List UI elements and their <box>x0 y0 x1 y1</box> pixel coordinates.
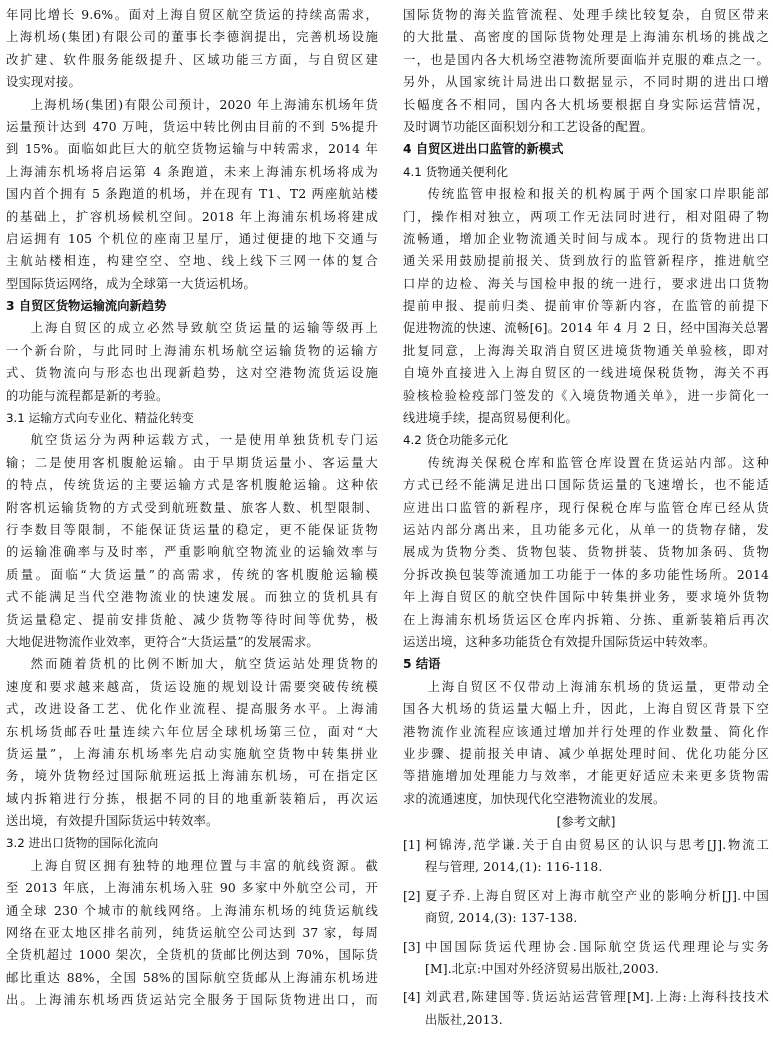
body-text-line: 分拆改换包装等流通加工功能于一体的多功能性场所。2014 <box>403 567 769 582</box>
reference-number: [2] <box>403 888 421 903</box>
body-text-line: 展成为货物分类、货物包装、货物拼装、货物加条码、货物 <box>403 545 769 560</box>
body-text-line: 大地促进物流作业效率，更符合“大货运量”的发展需求。 <box>6 634 319 649</box>
body-text-line: 及时调节功能区面积划分和工艺设备的配置。 <box>403 119 653 134</box>
reference-item <box>403 885 769 930</box>
body-text-line: 的大批量、高密度的国际货物处理是上海浦东机场的挑战之 <box>403 30 769 45</box>
body-text-line: 速度和要求越来越高，货运设施的规划设计需要突破传统模 <box>6 679 378 694</box>
body-text-line: 行李数目等限制，不能保证货运量的稳定，更不能保证货物 <box>6 522 378 537</box>
reference-text-line: 商贸, 2014,(3): 137-138. <box>425 911 578 926</box>
body-text-line: 附客机运输货物的方式受到航班数量、旅客人数、机型限制、 <box>6 500 378 515</box>
body-text-line: 长幅度各不相同，国内各大机场要根据自身实际运营情况， <box>403 97 769 112</box>
body-text-line: 域内拆箱进行分拣，根据不同的目的地重新装箱后，再次运 <box>6 791 378 806</box>
body-text-line: 运站内部分离出来，且功能多元化，从单一的货物存储，发 <box>403 522 769 537</box>
body-text-line: 验核检验检疫部门签发的《入境货物通关单》，进一步简化一 <box>403 388 769 403</box>
body-text-line: 流畅通，增加企业物流通关时间与成本。现行的货物进出口 <box>403 231 769 246</box>
body-text-line: 促进物流的快速、流畅[6]。2014 年 4 月 2 日，经中国海关总署 <box>403 321 769 336</box>
body-text-line: 通全球 230 个城市的航线网络。上海浦东机场的纯货运航线 <box>6 903 378 918</box>
body-text-line: 另外，从国家统计局进出口数据显示，不同时期的进出口增 <box>403 75 769 90</box>
body-text-line: 上海机场(集团)有限公司的董事长李德润提出，完善机场设施 <box>6 30 378 45</box>
body-text-line: 东机场货邮吞吐量连续六年位居全球机场第三位，面对“大 <box>6 724 378 739</box>
body-text-line: 应进出口监管的新程序，现行保税仓库与监管仓库已经从货 <box>403 500 769 515</box>
body-text-line: 上海自贸区的成立必然导致航空货运量的运输等级再上 <box>30 321 378 336</box>
body-text-line: 航空货运分为两种运载方式，一是使用单独货机专门运 <box>30 433 378 448</box>
references-list <box>403 834 769 1031</box>
body-text-line: 业步骤、提前报关申请、减少单据处理时间、优化功能分区 <box>403 746 769 761</box>
body-text-line: 运量预计达到 470 万吨，货运中转比例由目前的不到 5%提升 <box>6 119 378 134</box>
reference-item <box>403 936 769 981</box>
body-text-line: 的基础上，扩容机场候机空间。2018 年上海浦东机场将建成 <box>6 209 378 224</box>
body-text-line: 门，操作相对独立，两项工作无法同时进行，相对阻碍了物 <box>403 209 769 224</box>
body-text-line: 式，改进设备工艺、优化作业流程、提高服务水平。上海浦 <box>6 702 378 717</box>
body-text-line: 一个新台阶，与此同时上海浦东机场航空运输货物的运输方 <box>6 343 378 358</box>
reference-number: [4] <box>403 990 421 1005</box>
body-text-line: 然而随着货机的比例不断加大，航空货运站处理货物的 <box>30 657 378 672</box>
body-text-line: 的运输准确率与及时率，严重影响航空物流业的运输效率与 <box>6 545 378 560</box>
body-text-line: 送出境，有效提升国际货运中转效率。 <box>6 814 219 829</box>
body-text-line: 输；二是使用客机腹舱运输。由于早期货运量小、客运量大 <box>6 455 378 470</box>
body-text-line: 国各大机场的货运量大幅上升，因此，上海自贸区背景下空 <box>403 702 769 717</box>
reference-text-line: 中国国际货运代理协会.国际航空货运代理理论与实务 <box>425 939 769 954</box>
left-column <box>6 4 378 1012</box>
body-text-line: 货运量”，上海浦东机场率先启动实施航空货物中转集拼业 <box>6 746 378 761</box>
body-text-line: 设实现对接。 <box>6 75 81 90</box>
body-text-line: 主航站楼相连，构建空空、空地、线上线下三网一体的复合 <box>6 254 378 269</box>
body-text-line: 上海机场(集团)有限公司预计，2020 年上海浦东机场年货 <box>30 97 378 112</box>
section-heading: 3 自贸区货物运输流向新趋势 <box>6 299 167 314</box>
reference-text-line: 出版社,2013. <box>425 1012 503 1027</box>
subsection-heading: 4.2 货仓功能多元化 <box>403 433 509 448</box>
body-text-line: 网络在亚太地区排名前列，纯货运航空公司达到 37 家，每周 <box>6 926 378 941</box>
body-text-line: 通关采用鼓励提前报关、货到放行的监管新程序，推进航空 <box>403 254 769 269</box>
body-text-line: 线进境手续，提高贸易便利化。 <box>403 411 578 426</box>
body-text-line: 质量。面临“大货运量”的高需求，传统的客机腹舱运输模 <box>6 567 378 582</box>
subsection-heading: 3.2 进出口货物的国际化流向 <box>6 836 159 851</box>
body-text-line: 式不能满足当代空港物流业的快速发展。而独立的货机具有 <box>6 590 378 605</box>
body-text-line: 运送出境，这种多功能货仓有效提升国际货运中转效率。 <box>403 634 716 649</box>
body-text-line: 上海浦东机场将启运第 4 条跑道，未来上海浦东机场将成为 <box>6 164 378 179</box>
body-text-line: 出。上海浦东机场西货运站完全服务于国际货物进出口，而 <box>6 993 378 1008</box>
body-text-line: 的特点，传统货运的主要运输方式是客机腹舱运输。这种依 <box>6 478 378 493</box>
reference-text-line: 柯锦涛,范学谦.关于自由贸易区的认识与思考[J].物流工 <box>425 838 769 853</box>
body-text-line: 提前申报、提前归类、提前审价等新内容，在监管的前提下 <box>403 299 769 314</box>
body-text-line: 一，也是国内各大机场空港物流所要面临并克服的难点之一。 <box>403 52 769 67</box>
reference-text-line: 夏子乔.上海自贸区对上海市航空产业的影响分析[J].中国 <box>425 888 769 903</box>
reference-number: [3] <box>403 939 421 954</box>
body-text-line: 年上海自贸区的航空快件国际中转集拼业务，要求境外货物 <box>403 590 769 605</box>
body-text-line: 传统监管申报检和报关的机构属于两个国家口岸职能部 <box>427 187 769 202</box>
body-text-line: 货运量稳定、提前安排货舱、减少货物等待时间等优势，极 <box>6 612 378 627</box>
references-section <box>403 810 769 1031</box>
reference-text-line: [M].北京:中国对外经济贸易出版社,2003. <box>425 962 660 977</box>
reference-item <box>403 834 769 879</box>
body-text-line: 港物流作业流程应该通过增加并行处理的作业数量、简化作 <box>403 724 769 739</box>
body-text-line: 自境外直接进入上海自贸区的一线进境保税货物，海关不再 <box>403 366 769 381</box>
right-column <box>403 4 769 1031</box>
reference-number: [1] <box>403 838 421 853</box>
body-text-line: 批复同意，上海海关取消自贸区进境货物通关单验核，即对 <box>403 343 769 358</box>
body-text-line: 上海自贸区不仅带动上海浦东机场的货运量，更带动全 <box>427 679 769 694</box>
body-text-line: 传统海关保税仓库和监管仓库设置在货运站内部。这种 <box>427 455 769 470</box>
body-text-line: 在上海浦东机场货运区仓库内拆箱、分拣、重新装箱后再次 <box>403 612 769 627</box>
body-text-line: 国内首个拥有 5 条跑道的机场，并在现有 T1、T2 两座航站楼 <box>6 187 378 202</box>
subsection-heading: 3.1 运输方式向专业化、精益化转变 <box>6 411 194 426</box>
reference-text-line: 程与管理, 2014,(1): 116-118. <box>425 860 603 875</box>
body-text-line: 上海自贸区拥有独特的地理位置与丰富的航线资源。截 <box>30 858 378 873</box>
body-text-line: 到 15%。面临如此巨大的航空货物运输与中转需求，2014 年 <box>6 142 378 157</box>
body-text-line: 年同比增长 9.6%。面对上海自贸区航空货运的持续高需求， <box>6 8 378 22</box>
body-text-line: 型国际货运网络，成为全球第一大货运机场。 <box>6 276 256 291</box>
body-text-line: 式、货物流向与形态也出现新趋势，这对空港物流货运设施 <box>6 366 378 381</box>
body-text-line: 口岸的边检、海关与国检申报的统一进行，要求进出口货物 <box>403 276 769 291</box>
section-heading: 4 自贸区进出口监管的新模式 <box>403 142 564 157</box>
section-heading: 5 结语 <box>403 657 441 672</box>
body-text-line: 求的流通速度，加快现代化空港物流业的发展。 <box>403 791 666 806</box>
body-text-line: 等措施增加处理能力与效率，才能更好适应未来更多货物需 <box>403 769 769 784</box>
body-text-line: 改扩建、软件服务能级提升、区域功能三方面，与自贸区建 <box>6 52 378 67</box>
reference-text-line: 刘武君,陈建国等.货运站运营管理[M].上海:上海科技技术 <box>425 990 769 1005</box>
right-column-body <box>403 4 769 810</box>
subsection-heading: 4.1 货物通关便利化 <box>403 164 509 179</box>
body-text-line: 启运拥有 105 个机位的座南卫星厅，通过便捷的地下交通与 <box>6 231 378 246</box>
body-text-line: 全货机超过 1000 架次，全货机的货邮比例达到 70%，国际货 <box>6 948 378 963</box>
body-text-line: 务，境外货物经过国际航班运抵上海浦东机场，可在指定区 <box>6 769 378 784</box>
reference-item <box>403 986 769 1031</box>
body-text-line: 邮比重达 88%，全国 58%的国际航空货邮从上海浦东机场进 <box>6 970 378 985</box>
body-text-line: 国际货物的海关监管流程、处理手续比较复杂，自贸区带来 <box>403 8 769 22</box>
body-text-line: 方式已经不能满足进出口国际货运量的飞速增长，也不能适 <box>403 478 769 493</box>
references-title: [参考文献] <box>556 815 616 830</box>
body-text-line: 至 2013 年底，上海浦东机场入驻 90 多家中外航空公司，开 <box>6 881 378 896</box>
body-text-line: 的功能与流程都是新的考验。 <box>6 388 169 403</box>
